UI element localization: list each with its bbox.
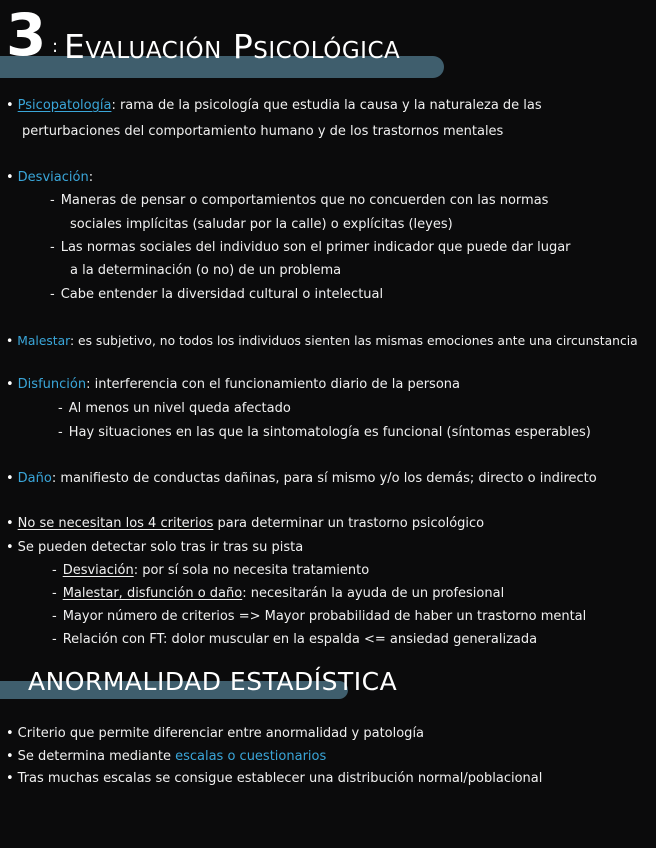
anormalidad-bullet-3: • Tras muchas escalas se consigue establecer una distribución normal/poblacional — [6, 771, 543, 786]
anormalidad-bullet-1: • Criterio que permite diferenciar entre anormalidad y patología — [6, 726, 425, 741]
disfuncion-item-2: - Hay situaciones en las que la sintomatología es funcional (síntomas esperables) — [58, 425, 591, 440]
disfuncion-term: Disfunción — [17, 377, 87, 392]
criterios-item-1: - Desviación: por sí sola no necesita tratamiento — [52, 563, 370, 578]
bullet-icon: • — [6, 98, 14, 113]
bullet-icon: • — [6, 540, 14, 555]
psicopatologia-line-2: perturbaciones del comportamiento humano y de los trastornos mentales — [22, 124, 504, 139]
desviacion-item-2-cont: a la determinación (o no) de un problema — [70, 263, 342, 278]
criterios-line-2: • Se pueden detectar solo tras ir tras su pista — [6, 540, 304, 555]
bullet-icon: • — [6, 516, 14, 531]
criterios-item-2: - Malestar, disfunción o daño: necesitarán la ayuda de un profesional — [52, 586, 505, 601]
bullet-icon: • — [6, 170, 14, 185]
criterios-line-1: • No se necesitan los 4 criterios para determinar un trastorno psicológico — [6, 516, 485, 531]
escalas-term: escalas o cuestionarios — [175, 749, 327, 764]
disfuncion-line: • Disfunción: interferencia con el funcionamiento diario de la persona — [6, 377, 460, 392]
anormalidad-bullet-2: • Se determina mediante escalas o cuestionarios — [6, 749, 327, 764]
bullet-icon: • — [6, 749, 14, 764]
desviacion-heading — [6, 170, 93, 186]
dano-line: • Daño: manifiesto de conductas dañinas, para sí mismo y/o los demás; directo o indirecto — [6, 471, 597, 486]
bullet-icon: • — [6, 334, 14, 348]
bullet-icon: • — [6, 726, 14, 741]
disfuncion-item-1: - Al menos un nivel queda afectado — [58, 401, 291, 416]
desviacion-item-3: - Cabe entender la diversidad cultural o intelectual — [50, 287, 384, 302]
criterios-item-4: - Relación con FT: dolor muscular en la espalda <= ansiedad generalizada — [52, 632, 538, 647]
page-title: Evaluación Psicológica — [64, 27, 401, 66]
bullet-icon: • — [6, 471, 14, 486]
desviacion-item-1-cont: sociales implícitas (saludar por la calle) o explícitas (leyes) — [70, 217, 453, 232]
criterios-item-3: - Mayor número de criterios => Mayor probabilidad de haber un trastorno mental — [52, 609, 587, 624]
desviacion-term: Desviación — [17, 170, 89, 185]
bullet-icon: • — [6, 377, 14, 392]
desviacion-colon: : — [88, 170, 94, 185]
criterios-highlight: No se necesitan los 4 criterios — [17, 516, 214, 531]
psicopatologia-definition: : rama de la psicología que estudia la causa y la naturaleza de las — [111, 98, 542, 113]
section-number: 3 — [6, 1, 45, 69]
desviacion-item-2: - Las normas sociales del individuo son el primer indicador que puede dar lugar — [50, 240, 571, 255]
section-colon: : — [52, 36, 59, 57]
subheading-anormalidad: ANORMALIDAD ESTADÍSTICA — [28, 667, 398, 696]
psicopatologia-line-1 — [6, 98, 542, 114]
malestar-term: Malestar — [17, 334, 70, 348]
bullet-icon: • — [6, 771, 14, 786]
psicopatologia-term: Psicopatología — [17, 98, 112, 113]
dano-term: Daño — [17, 471, 52, 486]
desviacion-item-1: - Maneras de pensar o comportamientos que no concuerden con las normas — [50, 193, 549, 208]
malestar-line: • Malestar: es subjetivo, no todos los individuos sienten las mismas emociones ante una circunstancia — [6, 334, 638, 348]
